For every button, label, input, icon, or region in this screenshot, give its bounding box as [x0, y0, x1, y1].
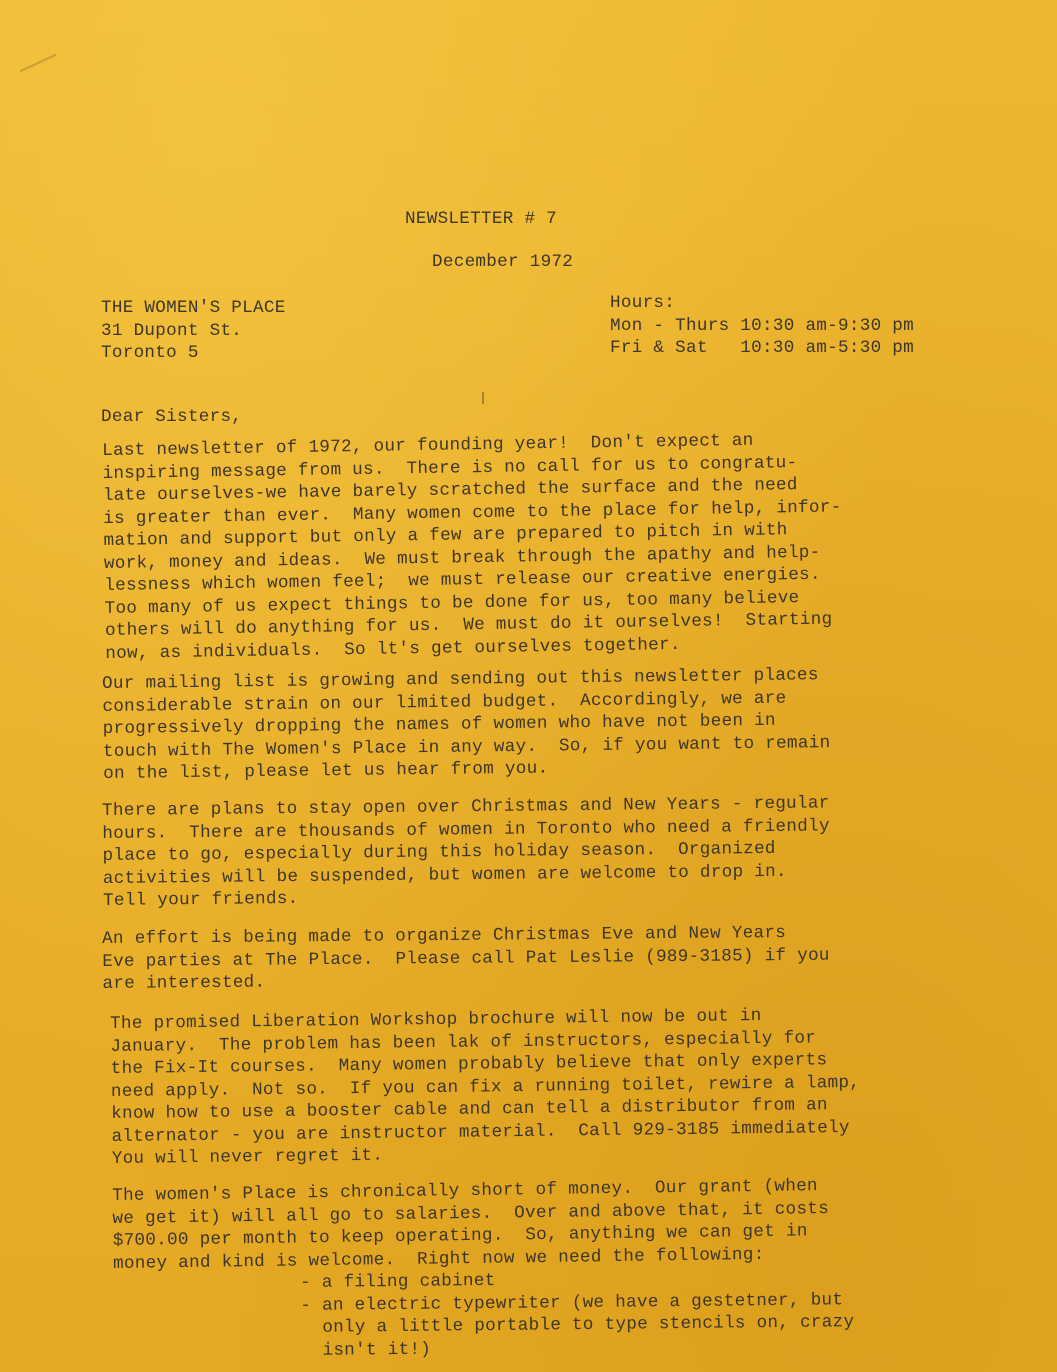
text-line: January. The problem has been lak of instructors, especially for — [110, 1027, 817, 1057]
text-line: The women's Place is chronically short of money. Our grant (when — [112, 1176, 819, 1206]
list-item: - a filing cabinet — [300, 1270, 496, 1293]
text-line: money and kind is welcome. Right now we need the following: — [112, 1244, 765, 1274]
hours-line: Fri & Sat 10:30 am-5:30 pm — [610, 338, 915, 358]
list-item: isn't it!) — [300, 1339, 432, 1361]
hours-line: Mon - Thurs 10:30 am-9:30 pm — [610, 315, 915, 336]
text-line: mation and support but only a few are prepared to pitch in with — [103, 520, 788, 551]
address-line: Toronto 5 — [101, 343, 199, 363]
text-line: touch with The Women's Place in any way. So, if you want to remain — [102, 732, 831, 762]
paragraph-workshop — [110, 1004, 861, 1171]
hours-heading: Hours: — [610, 293, 676, 313]
text-line: hours. There are thousands of women in Toronto who need a friendly — [102, 815, 830, 844]
text-line: others will do anything for us. We must do it ourselves! Starting — [104, 609, 833, 641]
text-line: progressively dropping the names of women who have not been in — [102, 710, 776, 739]
text-line: is greater than ever. Many women come to the place for help, infor- — [103, 496, 842, 529]
text-line: Last newsletter of 1972, our founding year! Don't expect an — [102, 430, 754, 461]
text-line: inspiring message from us. There is no call for us to congratu- — [102, 452, 798, 484]
address-line: 31 Dupont St. — [101, 320, 243, 341]
text-line: considerable strain on our limited budget. Accordingly, we are — [102, 688, 787, 717]
text-line: Eve parties at The Place. Please call Pat Leslie (989-3185) if you — [102, 945, 830, 972]
text-line: late ourselves-we have barely scratched the surface and the need — [102, 475, 798, 506]
text-line: work, money and ideas. We must break through the apathy and help- — [103, 542, 821, 574]
paragraph-money — [112, 1175, 830, 1275]
needs-list — [300, 1266, 855, 1362]
text-line: $700.00 per month to keep operating. So, anything we can get in — [112, 1221, 808, 1251]
list-item: - an electric typewriter (we have a gestetner, but — [300, 1289, 844, 1316]
paragraph-mailing-list — [102, 664, 831, 785]
newsletter-title: NEWSLETTER # 7 — [405, 209, 558, 229]
text-line: the Fix-It courses. Many women probably believe that only experts — [110, 1050, 828, 1079]
text-line: You will never regret it. — [111, 1145, 384, 1169]
paper-mark — [19, 54, 56, 73]
paragraph-parties — [102, 922, 830, 996]
text-line: An effort is being made to organize Christmas Eve and New Years — [102, 923, 787, 949]
text-line: There are plans to stay open over Christmas and New Years - regular — [102, 793, 830, 821]
text-line: activities will be suspended, but women are welcome to drop in. — [102, 861, 787, 889]
text-line: on the list, please let us hear from you. — [103, 758, 549, 784]
newsletter-date: December 1972 — [432, 252, 574, 272]
text-line: Too many of us expect things to be done for us, too many believe — [104, 587, 800, 619]
text-line: now, as individuals. So lt's get ourselves together. — [105, 634, 681, 664]
address-block — [101, 297, 286, 365]
salutation: Dear Sisters, — [101, 407, 243, 427]
paragraph-holiday-hours — [102, 792, 831, 912]
hours-block — [610, 292, 914, 360]
text-line: alternator - you are instructor material. Call 929-3185 immediately — [111, 1117, 850, 1147]
text-line: know how to use a booster cable and can tell a distributor from an — [111, 1095, 828, 1124]
paper-mark — [482, 392, 484, 404]
text-line: Our mailing list is growing and sending out this newsletter places — [102, 665, 819, 694]
text-line: are interested. — [102, 972, 266, 994]
text-line: lessness which women feel; we must release our creative energies. — [104, 564, 822, 596]
paragraph-founding-year — [102, 428, 844, 665]
text-line: need apply. Not so. If you can fix a running toilet, rewire a lamp, — [110, 1072, 861, 1102]
address-line: THE WOMEN'S PLACE — [101, 298, 286, 318]
text-line: we get it) will all go to salaries. Over and above that, it costs — [112, 1198, 830, 1229]
text-line: place to go, especially during this holiday season. Organized — [102, 838, 776, 866]
text-line: The promised Liberation Workshop brochure will now be out in — [110, 1006, 762, 1034]
list-item: only a little portable to type stencils on, crazy — [300, 1312, 855, 1338]
text-line: Tell your friends. — [102, 888, 299, 911]
